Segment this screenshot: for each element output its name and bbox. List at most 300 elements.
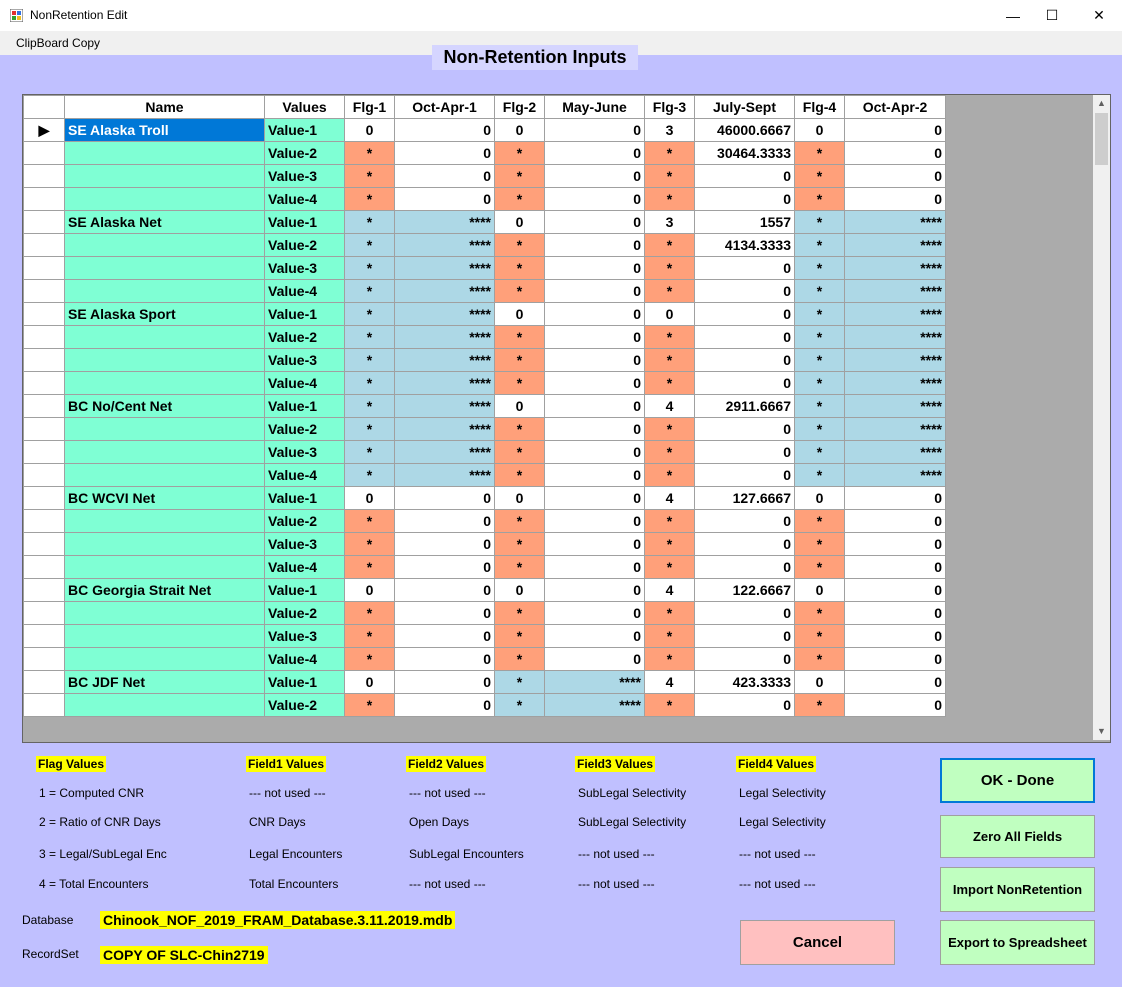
column-header[interactable]: Flg-3 (645, 96, 695, 119)
value-cell[interactable]: 0 (845, 188, 946, 211)
flag-cell[interactable]: * (645, 418, 695, 441)
value-cell[interactable]: 30464.3333 (695, 142, 795, 165)
value-cell[interactable]: 0 (545, 303, 645, 326)
flag-cell[interactable]: * (795, 694, 845, 717)
ok-done-button[interactable]: OK - Done (940, 758, 1095, 803)
flag-cell[interactable]: * (795, 142, 845, 165)
row-header[interactable] (24, 280, 65, 303)
fishery-name-cell[interactable] (65, 142, 265, 165)
row-header[interactable] (24, 326, 65, 349)
value-cell[interactable]: **** (395, 257, 495, 280)
flag-cell[interactable]: * (795, 602, 845, 625)
flag-cell[interactable]: * (495, 165, 545, 188)
flag-cell[interactable]: 0 (795, 579, 845, 602)
value-cell[interactable]: **** (395, 280, 495, 303)
value-label-cell[interactable]: Value-3 (265, 165, 345, 188)
value-cell[interactable]: 0 (545, 510, 645, 533)
value-label-cell[interactable]: Value-2 (265, 326, 345, 349)
flag-cell[interactable]: 0 (495, 119, 545, 142)
flag-cell[interactable]: * (795, 372, 845, 395)
value-cell[interactable]: 0 (395, 694, 495, 717)
flag-cell[interactable]: * (345, 257, 395, 280)
fishery-name-cell[interactable] (65, 625, 265, 648)
fishery-name-cell[interactable] (65, 349, 265, 372)
value-cell[interactable]: 0 (695, 165, 795, 188)
value-cell[interactable]: 0 (545, 188, 645, 211)
value-label-cell[interactable]: Value-4 (265, 464, 345, 487)
flag-cell[interactable]: 0 (345, 579, 395, 602)
flag-cell[interactable]: * (645, 533, 695, 556)
flag-cell[interactable]: * (495, 418, 545, 441)
column-header[interactable]: May-June (545, 96, 645, 119)
fishery-name-cell[interactable] (65, 648, 265, 671)
flag-cell[interactable]: * (345, 533, 395, 556)
flag-cell[interactable]: * (795, 625, 845, 648)
flag-cell[interactable]: * (795, 280, 845, 303)
flag-cell[interactable]: * (345, 326, 395, 349)
column-header[interactable]: Flg-4 (795, 96, 845, 119)
value-cell[interactable]: 0 (695, 625, 795, 648)
flag-cell[interactable]: * (345, 602, 395, 625)
fishery-name-cell[interactable] (65, 280, 265, 303)
value-cell[interactable]: **** (545, 671, 645, 694)
value-cell[interactable]: 0 (545, 556, 645, 579)
value-cell[interactable]: 0 (545, 372, 645, 395)
value-cell[interactable]: 0 (845, 671, 946, 694)
value-label-cell[interactable]: Value-3 (265, 441, 345, 464)
value-label-cell[interactable]: Value-4 (265, 188, 345, 211)
flag-cell[interactable]: * (345, 510, 395, 533)
value-label-cell[interactable]: Value-2 (265, 234, 345, 257)
fishery-name-cell[interactable] (65, 510, 265, 533)
flag-cell[interactable]: * (795, 188, 845, 211)
row-header[interactable] (24, 464, 65, 487)
row-header[interactable] (24, 441, 65, 464)
value-cell[interactable]: 1557 (695, 211, 795, 234)
value-cell[interactable]: **** (395, 441, 495, 464)
value-cell[interactable]: 0 (395, 602, 495, 625)
fishery-name-cell[interactable] (65, 556, 265, 579)
scroll-thumb[interactable] (1095, 113, 1108, 165)
flag-cell[interactable]: * (795, 165, 845, 188)
value-cell[interactable]: 0 (695, 441, 795, 464)
value-label-cell[interactable]: Value-3 (265, 533, 345, 556)
column-header[interactable]: Oct-Apr-2 (845, 96, 946, 119)
value-cell[interactable]: 0 (845, 510, 946, 533)
value-cell[interactable]: 0 (695, 464, 795, 487)
value-cell[interactable]: 0 (395, 165, 495, 188)
value-label-cell[interactable]: Value-2 (265, 602, 345, 625)
value-label-cell[interactable]: Value-1 (265, 211, 345, 234)
value-cell[interactable]: **** (845, 211, 946, 234)
value-label-cell[interactable]: Value-2 (265, 510, 345, 533)
flag-cell[interactable]: * (495, 326, 545, 349)
flag-cell[interactable]: * (345, 280, 395, 303)
column-header[interactable]: Flg-2 (495, 96, 545, 119)
value-cell[interactable]: 0 (395, 671, 495, 694)
flag-cell[interactable]: * (795, 349, 845, 372)
flag-cell[interactable]: * (795, 303, 845, 326)
fishery-name-cell[interactable]: BC JDF Net (65, 671, 265, 694)
flag-cell[interactable]: * (795, 395, 845, 418)
flag-cell[interactable]: * (345, 211, 395, 234)
value-label-cell[interactable]: Value-1 (265, 395, 345, 418)
value-cell[interactable]: 0 (545, 464, 645, 487)
zero-all-fields-button[interactable]: Zero All Fields (940, 815, 1095, 858)
data-grid[interactable] (22, 94, 1111, 743)
flag-cell[interactable]: 0 (345, 671, 395, 694)
value-cell[interactable]: 0 (845, 165, 946, 188)
value-cell[interactable]: 0 (545, 533, 645, 556)
value-label-cell[interactable]: Value-4 (265, 280, 345, 303)
value-cell[interactable]: 0 (695, 510, 795, 533)
fishery-name-cell[interactable]: SE Alaska Net (65, 211, 265, 234)
flag-cell[interactable]: 0 (345, 487, 395, 510)
value-cell[interactable]: 0 (395, 188, 495, 211)
value-cell[interactable]: **** (845, 280, 946, 303)
flag-cell[interactable]: * (345, 648, 395, 671)
flag-cell[interactable]: 4 (645, 671, 695, 694)
fishery-name-cell[interactable]: SE Alaska Troll (65, 119, 265, 142)
flag-cell[interactable]: 0 (345, 119, 395, 142)
value-label-cell[interactable]: Value-2 (265, 694, 345, 717)
value-label-cell[interactable]: Value-1 (265, 579, 345, 602)
flag-cell[interactable]: * (345, 142, 395, 165)
value-cell[interactable]: 0 (545, 395, 645, 418)
flag-cell[interactable]: * (345, 165, 395, 188)
fishery-name-cell[interactable] (65, 418, 265, 441)
row-header[interactable] (24, 119, 65, 142)
value-cell[interactable]: **** (395, 303, 495, 326)
value-cell[interactable]: 0 (845, 625, 946, 648)
fishery-name-cell[interactable]: BC Georgia Strait Net (65, 579, 265, 602)
value-cell[interactable]: 0 (845, 556, 946, 579)
scroll-down-icon[interactable]: ▼ (1097, 726, 1106, 736)
flag-cell[interactable]: * (495, 556, 545, 579)
row-header[interactable] (24, 418, 65, 441)
import-nonretention-button[interactable]: Import NonRetention (940, 867, 1095, 912)
value-cell[interactable]: 0 (545, 648, 645, 671)
value-cell[interactable]: 0 (395, 625, 495, 648)
value-cell[interactable]: **** (845, 441, 946, 464)
value-cell[interactable]: 0 (395, 579, 495, 602)
flag-cell[interactable]: 0 (795, 119, 845, 142)
fishery-name-cell[interactable] (65, 234, 265, 257)
fishery-name-cell[interactable] (65, 326, 265, 349)
row-header[interactable] (24, 395, 65, 418)
flag-cell[interactable]: * (645, 625, 695, 648)
flag-cell[interactable]: * (645, 441, 695, 464)
flag-cell[interactable]: 0 (495, 303, 545, 326)
flag-cell[interactable]: * (495, 349, 545, 372)
column-header[interactable]: Name (65, 96, 265, 119)
flag-cell[interactable]: * (495, 188, 545, 211)
flag-cell[interactable]: * (345, 395, 395, 418)
value-cell[interactable]: 0 (395, 487, 495, 510)
fishery-name-cell[interactable]: SE Alaska Sport (65, 303, 265, 326)
fishery-name-cell[interactable] (65, 694, 265, 717)
scroll-up-icon[interactable]: ▲ (1097, 98, 1106, 108)
value-cell[interactable]: 0 (695, 648, 795, 671)
value-cell[interactable]: 0 (545, 418, 645, 441)
flag-cell[interactable]: * (345, 349, 395, 372)
flag-cell[interactable]: 3 (645, 211, 695, 234)
row-header[interactable] (24, 487, 65, 510)
flag-cell[interactable]: * (495, 372, 545, 395)
value-label-cell[interactable]: Value-2 (265, 418, 345, 441)
value-label-cell[interactable]: Value-1 (265, 671, 345, 694)
flag-cell[interactable]: * (645, 372, 695, 395)
row-header[interactable] (24, 671, 65, 694)
flag-cell[interactable]: 4 (645, 487, 695, 510)
value-label-cell[interactable]: Value-3 (265, 625, 345, 648)
flag-cell[interactable]: * (495, 671, 545, 694)
flag-cell[interactable]: * (495, 510, 545, 533)
value-cell[interactable]: 0 (695, 349, 795, 372)
flag-cell[interactable]: * (495, 142, 545, 165)
value-cell[interactable]: 0 (395, 142, 495, 165)
value-cell[interactable]: 0 (545, 142, 645, 165)
value-cell[interactable]: 0 (695, 533, 795, 556)
value-cell[interactable]: 0 (395, 648, 495, 671)
flag-cell[interactable]: 0 (495, 211, 545, 234)
value-cell[interactable]: 0 (545, 625, 645, 648)
value-cell[interactable]: **** (845, 372, 946, 395)
value-cell[interactable]: **** (845, 418, 946, 441)
value-cell[interactable]: **** (395, 464, 495, 487)
value-cell[interactable]: **** (845, 395, 946, 418)
value-cell[interactable]: 0 (395, 119, 495, 142)
value-cell[interactable]: **** (395, 395, 495, 418)
value-cell[interactable]: 4134.3333 (695, 234, 795, 257)
cancel-button[interactable]: Cancel (740, 920, 895, 965)
flag-cell[interactable]: * (795, 326, 845, 349)
flag-cell[interactable]: * (345, 556, 395, 579)
value-cell[interactable]: 122.6667 (695, 579, 795, 602)
value-cell[interactable]: 0 (695, 257, 795, 280)
flag-cell[interactable]: * (495, 625, 545, 648)
flag-cell[interactable]: * (795, 441, 845, 464)
flag-cell[interactable]: * (345, 441, 395, 464)
fishery-name-cell[interactable] (65, 441, 265, 464)
flag-cell[interactable]: * (345, 694, 395, 717)
flag-cell[interactable]: 0 (795, 671, 845, 694)
row-header[interactable] (24, 234, 65, 257)
value-cell[interactable]: 0 (845, 602, 946, 625)
flag-cell[interactable]: * (495, 280, 545, 303)
flag-cell[interactable]: * (345, 303, 395, 326)
value-cell[interactable]: 0 (545, 119, 645, 142)
flag-cell[interactable]: * (495, 257, 545, 280)
value-cell[interactable]: 0 (395, 556, 495, 579)
flag-cell[interactable]: * (645, 257, 695, 280)
value-cell[interactable]: 0 (545, 602, 645, 625)
value-cell[interactable]: **** (845, 464, 946, 487)
value-cell[interactable]: 0 (545, 326, 645, 349)
flag-cell[interactable]: * (645, 349, 695, 372)
value-cell[interactable]: **** (845, 234, 946, 257)
value-cell[interactable]: 0 (545, 165, 645, 188)
value-label-cell[interactable]: Value-1 (265, 303, 345, 326)
value-cell[interactable]: 0 (695, 694, 795, 717)
value-cell[interactable]: 0 (695, 372, 795, 395)
value-label-cell[interactable]: Value-4 (265, 556, 345, 579)
close-button[interactable] (1076, 0, 1122, 31)
maximize-button[interactable] (1029, 0, 1075, 31)
flag-cell[interactable]: * (345, 625, 395, 648)
row-header[interactable] (24, 579, 65, 602)
value-label-cell[interactable]: Value-1 (265, 487, 345, 510)
fishery-name-cell[interactable] (65, 533, 265, 556)
row-header[interactable] (24, 188, 65, 211)
value-cell[interactable]: 0 (695, 418, 795, 441)
flag-cell[interactable]: 0 (645, 303, 695, 326)
row-header[interactable] (24, 625, 65, 648)
flag-cell[interactable]: * (645, 280, 695, 303)
value-cell[interactable]: 0 (545, 257, 645, 280)
flag-cell[interactable]: * (795, 556, 845, 579)
flag-cell[interactable]: * (495, 464, 545, 487)
flag-cell[interactable]: * (645, 602, 695, 625)
value-label-cell[interactable]: Value-2 (265, 142, 345, 165)
fishery-name-cell[interactable] (65, 464, 265, 487)
value-cell[interactable]: **** (395, 418, 495, 441)
flag-cell[interactable]: * (495, 234, 545, 257)
column-header[interactable]: Values (265, 96, 345, 119)
row-header[interactable] (24, 372, 65, 395)
column-header[interactable]: July-Sept (695, 96, 795, 119)
row-header[interactable] (24, 165, 65, 188)
value-cell[interactable]: 0 (545, 579, 645, 602)
column-header[interactable]: Oct-Apr-1 (395, 96, 495, 119)
value-cell[interactable]: 0 (845, 648, 946, 671)
value-label-cell[interactable]: Value-4 (265, 372, 345, 395)
flag-cell[interactable]: * (645, 510, 695, 533)
value-cell[interactable]: 0 (695, 188, 795, 211)
flag-cell[interactable]: * (795, 418, 845, 441)
flag-cell[interactable]: * (645, 326, 695, 349)
value-cell[interactable]: **** (845, 349, 946, 372)
flag-cell[interactable]: * (495, 694, 545, 717)
value-cell[interactable]: **** (845, 257, 946, 280)
value-cell[interactable]: **** (395, 211, 495, 234)
value-cell[interactable]: 0 (695, 556, 795, 579)
value-cell[interactable]: 0 (545, 349, 645, 372)
flag-cell[interactable]: * (495, 441, 545, 464)
value-cell[interactable]: 0 (695, 303, 795, 326)
value-cell[interactable]: 0 (545, 211, 645, 234)
value-label-cell[interactable]: Value-1 (265, 119, 345, 142)
value-cell[interactable]: 0 (545, 280, 645, 303)
row-header[interactable] (24, 349, 65, 372)
flag-cell[interactable]: * (495, 602, 545, 625)
value-cell[interactable]: **** (545, 694, 645, 717)
flag-cell[interactable]: * (795, 464, 845, 487)
value-cell[interactable]: 0 (695, 602, 795, 625)
flag-cell[interactable]: * (495, 648, 545, 671)
flag-cell[interactable]: * (345, 464, 395, 487)
flag-cell[interactable]: * (345, 188, 395, 211)
flag-cell[interactable]: * (795, 234, 845, 257)
row-header[interactable] (24, 257, 65, 280)
value-cell[interactable]: 2911.6667 (695, 395, 795, 418)
row-header[interactable] (24, 556, 65, 579)
value-cell[interactable]: **** (845, 303, 946, 326)
flag-cell[interactable]: * (645, 188, 695, 211)
flag-cell[interactable]: * (645, 234, 695, 257)
value-label-cell[interactable]: Value-3 (265, 257, 345, 280)
flag-cell[interactable]: * (345, 234, 395, 257)
value-cell[interactable]: 423.3333 (695, 671, 795, 694)
value-cell[interactable]: 0 (695, 280, 795, 303)
row-header[interactable] (24, 694, 65, 717)
value-cell[interactable]: 0 (845, 487, 946, 510)
value-cell[interactable]: 0 (545, 234, 645, 257)
fishery-name-cell[interactable] (65, 372, 265, 395)
value-cell[interactable]: **** (395, 234, 495, 257)
value-cell[interactable]: 0 (845, 119, 946, 142)
flag-cell[interactable]: * (645, 648, 695, 671)
value-cell[interactable]: 0 (395, 510, 495, 533)
flag-cell[interactable]: * (345, 418, 395, 441)
flag-cell[interactable]: 0 (495, 487, 545, 510)
row-header[interactable] (24, 533, 65, 556)
value-cell[interactable]: **** (395, 349, 495, 372)
row-header[interactable] (24, 211, 65, 234)
value-cell[interactable]: 127.6667 (695, 487, 795, 510)
fishery-name-cell[interactable] (65, 188, 265, 211)
export-to-spreadsheet-button[interactable]: Export to Spreadsheet (940, 920, 1095, 965)
flag-cell[interactable]: * (795, 257, 845, 280)
value-label-cell[interactable]: Value-4 (265, 648, 345, 671)
flag-cell[interactable]: 4 (645, 579, 695, 602)
flag-cell[interactable]: * (645, 142, 695, 165)
flag-cell[interactable]: * (645, 556, 695, 579)
flag-cell[interactable]: * (645, 694, 695, 717)
value-cell[interactable]: 0 (695, 326, 795, 349)
fishery-name-cell[interactable] (65, 602, 265, 625)
value-cell[interactable]: 0 (395, 533, 495, 556)
flag-cell[interactable]: 4 (645, 395, 695, 418)
flag-cell[interactable]: 3 (645, 119, 695, 142)
flag-cell[interactable]: 0 (495, 579, 545, 602)
flag-cell[interactable]: * (795, 533, 845, 556)
fishery-name-cell[interactable]: BC WCVI Net (65, 487, 265, 510)
row-header[interactable] (24, 303, 65, 326)
value-cell[interactable]: 0 (545, 487, 645, 510)
value-label-cell[interactable]: Value-3 (265, 349, 345, 372)
value-cell[interactable]: 0 (845, 142, 946, 165)
flag-cell[interactable]: * (645, 464, 695, 487)
flag-cell[interactable]: 0 (495, 395, 545, 418)
value-cell[interactable]: 0 (845, 533, 946, 556)
row-header[interactable] (24, 648, 65, 671)
flag-cell[interactable]: * (795, 510, 845, 533)
column-header[interactable]: Flg-1 (345, 96, 395, 119)
value-cell[interactable]: **** (395, 372, 495, 395)
grid-vertical-scrollbar[interactable] (1093, 95, 1110, 740)
row-header[interactable] (24, 602, 65, 625)
flag-cell[interactable]: * (495, 533, 545, 556)
menu-clipboard-copy[interactable]: ClipBoard Copy (16, 36, 101, 50)
value-cell[interactable]: **** (845, 326, 946, 349)
fishery-name-cell[interactable] (65, 257, 265, 280)
value-cell[interactable]: 0 (545, 441, 645, 464)
row-header[interactable] (24, 510, 65, 533)
row-header[interactable] (24, 142, 65, 165)
flag-cell[interactable]: * (795, 648, 845, 671)
value-cell[interactable]: 0 (845, 579, 946, 602)
